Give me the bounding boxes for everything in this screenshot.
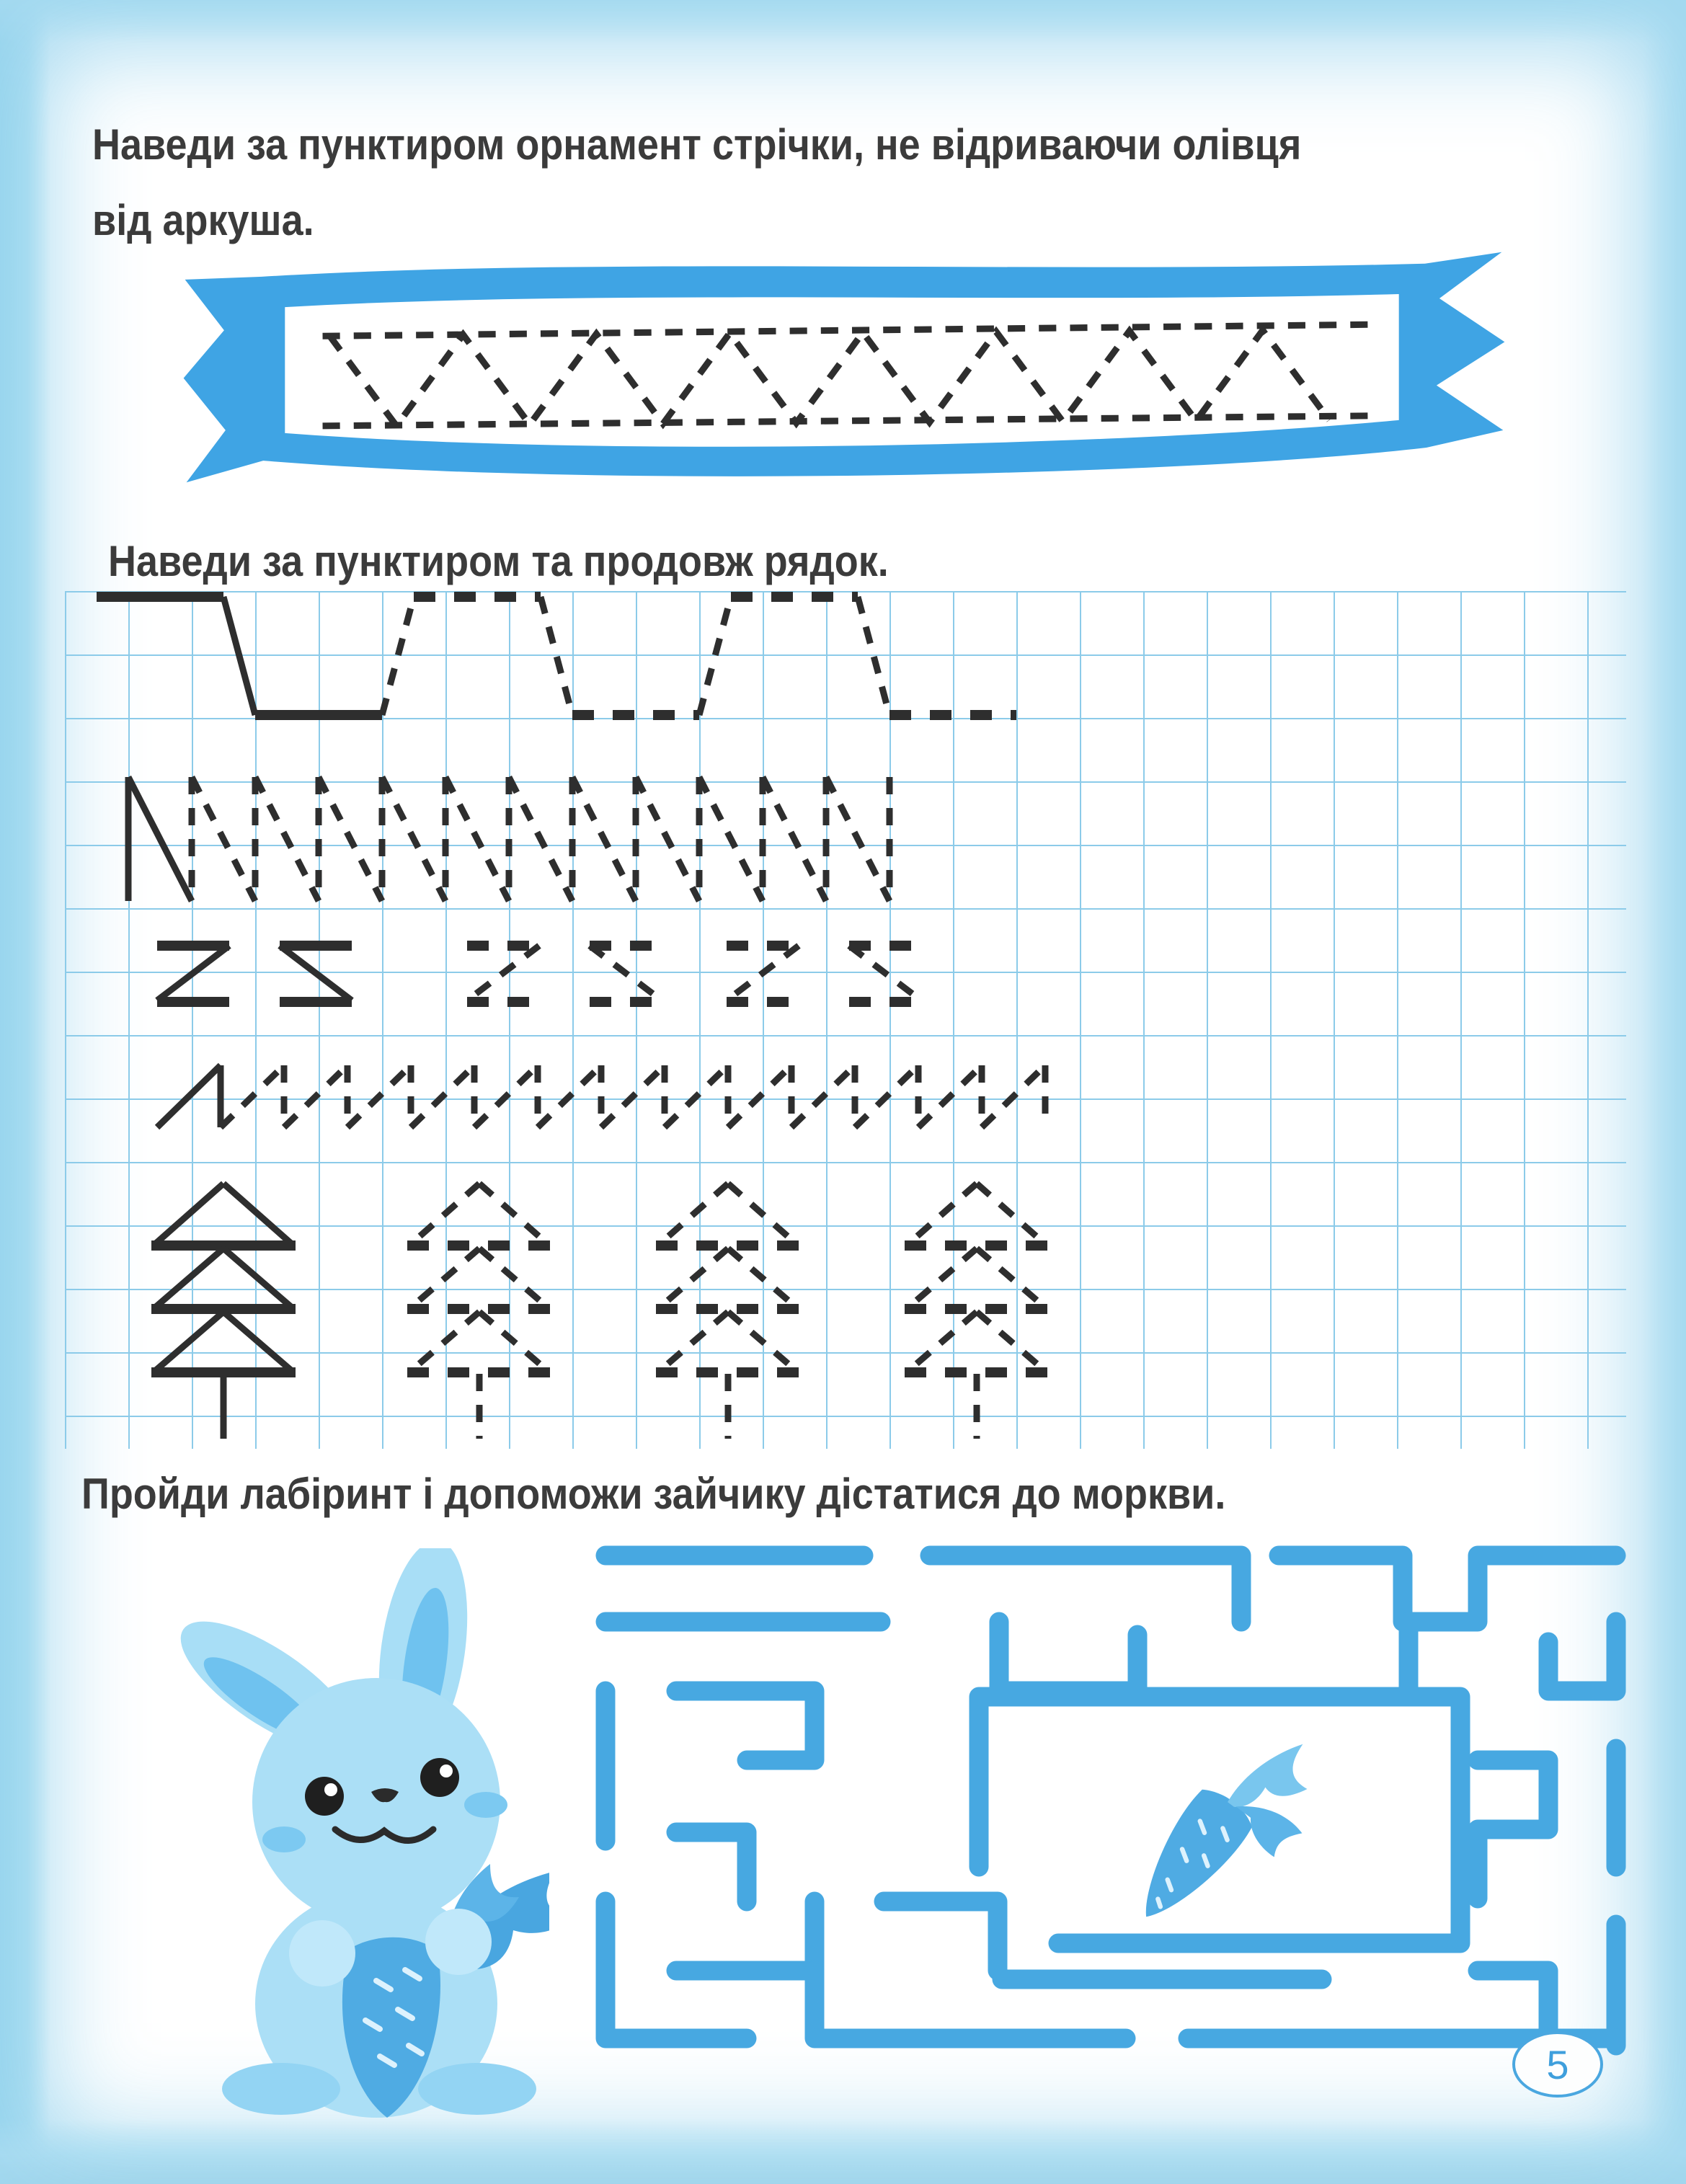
instruction-ribbon bbox=[92, 107, 1301, 258]
page-edge-bottom bbox=[0, 2119, 1686, 2184]
fir-tree-dashed-1 bbox=[407, 1184, 551, 1439]
bunny-paw-left bbox=[289, 1920, 355, 1987]
bunny-illustration bbox=[160, 1548, 549, 2125]
page-edge-left bbox=[0, 0, 50, 2184]
fir-tree-solid bbox=[151, 1184, 296, 1439]
trace-row-fir-trees bbox=[151, 1184, 1049, 1439]
page-number: 5 bbox=[1546, 2041, 1569, 2087]
instruction-ribbon-line2: від аркуша. bbox=[92, 196, 314, 244]
trace-row-zigzag-verticals bbox=[128, 777, 889, 901]
bunny-head bbox=[252, 1678, 500, 1926]
fir-tree-dashed-3 bbox=[905, 1184, 1049, 1439]
grid-paper bbox=[65, 591, 1626, 1449]
fir-tree-dashed-2 bbox=[656, 1184, 800, 1439]
instruction-grid-line1: Наведи за пунктиром та продовж рядок. bbox=[108, 537, 889, 585]
page-number-badge bbox=[1512, 2031, 1603, 2098]
instruction-maze bbox=[81, 1456, 1225, 1532]
maze-goal-carrot-icon bbox=[1119, 1711, 1345, 1961]
trace-row-sawtooth bbox=[157, 1065, 1045, 1127]
page-edge-right bbox=[1643, 0, 1686, 2184]
trace-row-trapezoid-wave bbox=[97, 597, 1016, 715]
bunny-paw-right bbox=[425, 1909, 492, 1975]
ribbon-banner bbox=[91, 242, 1597, 494]
maze bbox=[590, 1541, 1635, 2063]
grid-trace-patterns bbox=[65, 591, 1626, 1449]
instruction-maze-line1: Пройди лабіринт і допоможи зайчику дістатися до моркви. bbox=[81, 1470, 1226, 1518]
page-edge-top bbox=[0, 0, 1686, 43]
instruction-ribbon-line1: Наведи за пунктиром орнамент стрічки, не відриваючи олівця bbox=[92, 120, 1302, 169]
trace-row-z-shapes bbox=[157, 946, 921, 1002]
instruction-grid bbox=[108, 523, 889, 599]
maze-walls bbox=[605, 1555, 1616, 2046]
